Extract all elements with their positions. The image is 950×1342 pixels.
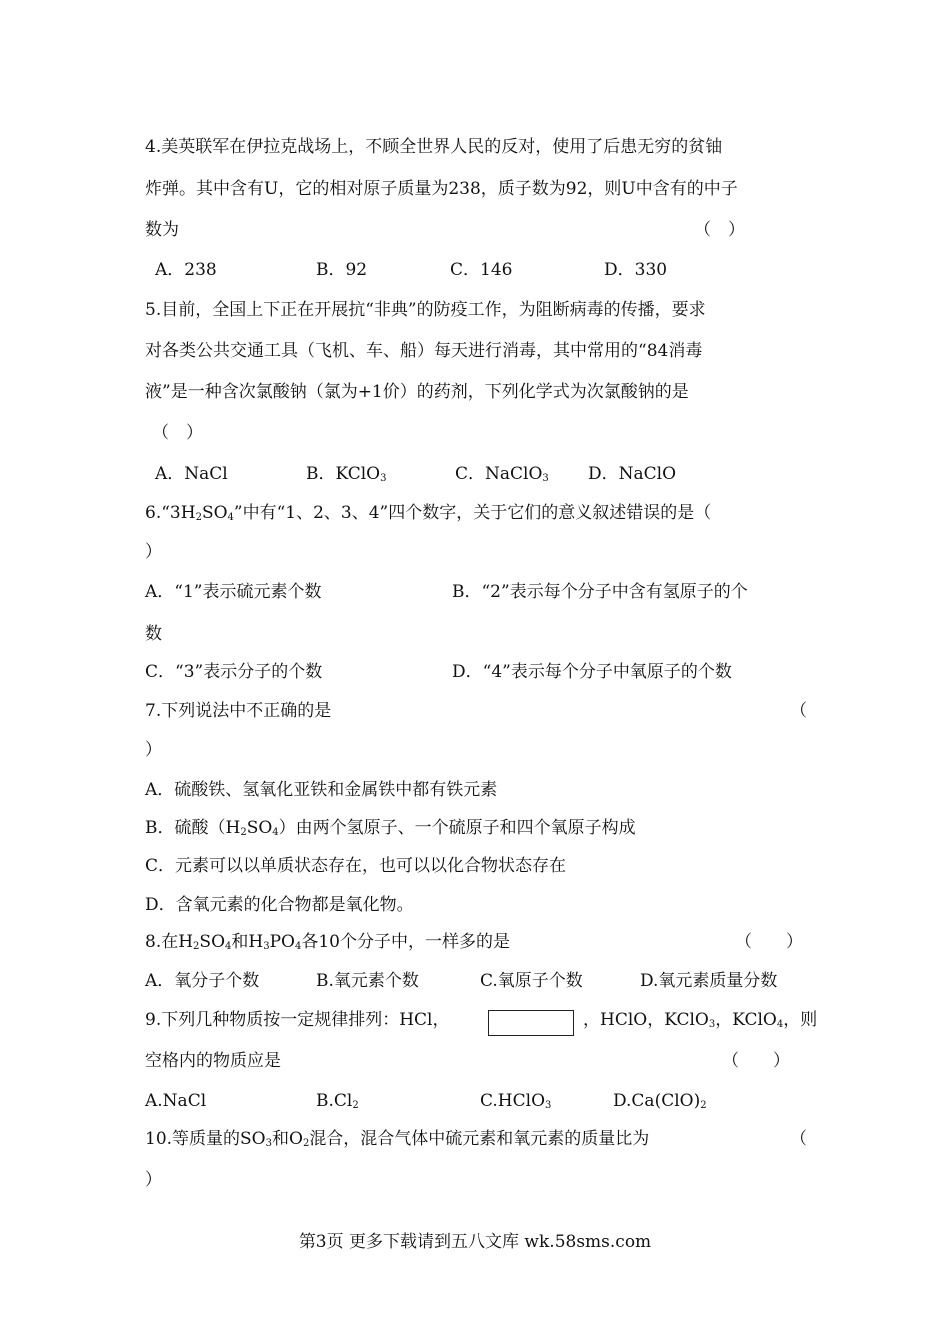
q9-line2: 空格内的物质应是 <box>145 1051 281 1071</box>
q9-line1-end: ，HClO，KClO$_3$，KClO$_4$，则 <box>583 1010 818 1030</box>
q8-option-a: A．氧分子个数 <box>145 971 260 991</box>
q6-option-d: D．“4”表示每个分子中氧原子的个数 <box>452 662 732 682</box>
page-footer: 第3页 更多下载请到五八文库 wk.58sms.com <box>298 1232 652 1252</box>
q5-line2: 对各类公共交通工具（飞机、车、船）每天进行消毒，其中常用的“84消毒 <box>145 341 703 361</box>
q9-option-c: C.HClO$_3$ <box>480 1091 552 1111</box>
q6-line2: ） <box>145 542 162 562</box>
q9-option-b: $B.Cl_2$ <box>316 1091 359 1111</box>
q6-option-b: B．“2”表示每个分子中含有氢原子的个 <box>452 582 748 602</box>
q5-option-b: B．KClO$_3$ <box>306 464 387 484</box>
q9-option-a: A.NaCl <box>145 1091 207 1111</box>
q8-option-d: D.氧元素质量分数 <box>640 971 778 991</box>
q10-paren-close: ） <box>145 1170 162 1190</box>
q9-line1-start: 9.下列几种物质按一定规律排列：HCl， <box>145 1010 450 1030</box>
q5-option-a: A．NaCl <box>155 464 228 484</box>
q5-line1: 5.目前，全国上下正在开展抗“非典”的防疫工作，为阻断病毒的传播，要求 <box>145 300 706 320</box>
q6-option-a: A．“1”表示硫元素个数 <box>145 582 322 602</box>
q4-line3: 数为 <box>145 220 179 240</box>
q7-option-a: A．硫酸铁、氢氧化亚铁和金属铁中都有铁元素 <box>145 780 498 800</box>
q4-line2: 炸弹。其中含有U，它的相对原子质量为238，质子数为92，则U中含有的中子 <box>145 179 738 199</box>
q4-option-d: D．330 <box>604 260 668 280</box>
q7-option-c: C．元素可以以单质状态存在，也可以以化合物状态存在 <box>145 856 567 876</box>
q7-paren-close: ） <box>145 740 162 760</box>
q4-option-a: A．238 <box>155 260 217 280</box>
q4-option-b: B．92 <box>316 260 368 280</box>
q7-line1: 7.下列说法中不正确的是 <box>145 701 332 721</box>
q8-answer-paren: （ ） <box>735 932 803 952</box>
q4-answer-paren: （ ） <box>694 220 745 240</box>
q5-line3: 液”是一种含次氯酸钠（氯为+1价）的药剂，下列化学式为次氯酸钠的是 <box>145 382 689 402</box>
q6-option-b-cont: 数 <box>145 624 162 644</box>
q9-answer-paren: （ ） <box>722 1051 790 1071</box>
q10-paren-open: （ <box>790 1129 807 1149</box>
q8-line1: 8.在$H_2SO_4$和$H_3PO_4$各10个分子中，一样多的是 <box>145 932 510 952</box>
q5-option-d: D．NaClO <box>588 464 677 484</box>
q8-option-c: C.氧原子个数 <box>480 971 583 991</box>
q8-option-b: B.氧元素个数 <box>316 971 419 991</box>
q7-option-d: D．含氧元素的化合物都是氧化物。 <box>145 895 414 915</box>
q5-option-c: C．NaClO$_3$ <box>455 464 549 484</box>
answer-blank-box[interactable] <box>488 1010 574 1036</box>
q10-line1: 10.等质量的$SO_3$和$O_2$混合，混合气体中硫元素和氧元素的质量比为 <box>145 1129 650 1149</box>
q6-line1: $6.“3H_2SO_4$”中有“1、2、3、4”四个数字，关于它们的意义叙述错误的是（ <box>145 503 712 523</box>
q5-answer-paren: （ ） <box>152 423 203 443</box>
q6-option-c: C．“3”表示分子的个数 <box>145 662 323 682</box>
q9-option-d: $D.Ca(ClO)_2$ <box>613 1091 707 1111</box>
q7-paren-open: （ <box>790 701 807 721</box>
q4-option-c: C．146 <box>450 260 513 280</box>
q7-option-b: B．硫酸$(H_2SO_4)$由两个氢原子、一个硫原子和四个氧原子构成 <box>145 818 636 838</box>
q4-line1: 4.美英联军在伊拉克战场上，不顾全世界人民的反对，使用了后患无穷的贫铀 <box>145 137 723 157</box>
